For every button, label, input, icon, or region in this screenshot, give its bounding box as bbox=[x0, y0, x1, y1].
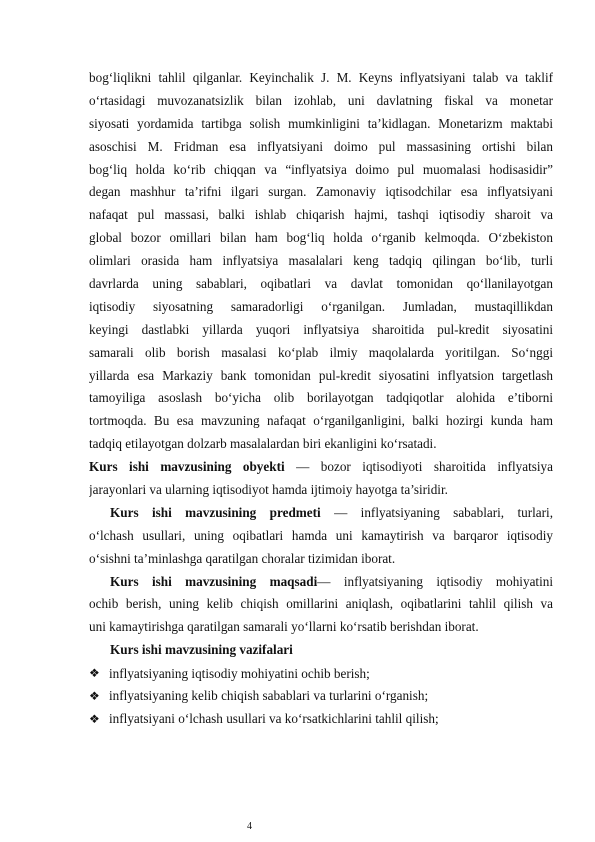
paragraph-line: tamoyiliga asoslash bo‘yicha olib borilayotgan tadqiqotlar alohida e’tiborni bbox=[89, 390, 553, 406]
maqsadi-line-1 bbox=[89, 571, 553, 594]
paragraph-line: global bozor omillari bilan ham bog‘liq holda o‘rganib kelmoqda. O‘zbekiston bbox=[89, 230, 553, 246]
maqsadi-text: — inflyatsiyaning iqtisodiy mohiyatini bbox=[317, 573, 553, 589]
obyekt-label: Kurs ishi mavzusining obyekti bbox=[89, 459, 285, 475]
predmeti-line-1 bbox=[89, 502, 553, 525]
maqsadi-line-3: uni kamaytirishga qaratilgan samarali yo‘llarni ko‘rsatib berishdan iborat. bbox=[89, 619, 479, 635]
predmeti-line-2: o‘lchash usullari, uning oqibatlari hamda uni kamaytirish va barqaror iqtisodiy bbox=[89, 527, 553, 543]
obyekt-text: — bozor iqtisodiyoti sharoitida inflyatsiya bbox=[284, 459, 553, 475]
maqsadi-line-2: ochib berish, uning kelib chiqish omillarini aniqlash, oqibatlarini tahlil qilish va bbox=[89, 596, 553, 612]
list-item bbox=[89, 708, 553, 731]
vazifalari-heading: Kurs ishi mavzusining vazifalari bbox=[110, 642, 293, 658]
diamond-bullet-icon: ❖ bbox=[89, 711, 100, 726]
list-item-text: inflyatsiyani o‘lchash usullari va ko‘rsatkichlarini tahlil qilish; bbox=[109, 711, 439, 727]
list-item-text: inflyatsiyaning iqtisodiy mohiyatini ochib berish; bbox=[109, 665, 370, 681]
list-item bbox=[89, 685, 553, 708]
paragraph-line: samarali olib borish masalasi ko‘plab ilmiy maqolalarda yoritilgan. So‘nggi bbox=[89, 344, 553, 360]
paragraph-intro-last-line: tadqiq etilayotgan dolzarb masalalardan biri ekanligini ko‘rsatadi. bbox=[89, 436, 437, 452]
paragraph-intro bbox=[89, 67, 553, 433]
vazifalari-list bbox=[89, 662, 553, 731]
diamond-bullet-icon: ❖ bbox=[89, 666, 100, 681]
paragraph-line: tortmoqda. Bu esa mavzuning nafaqat o‘rganilganligini, balki hozirgi kunda ham bbox=[89, 413, 553, 429]
paragraph-line: davrlarda uning sabablari, oqibatlari va davlat tomonidan qo‘llanilayotgan bbox=[89, 276, 553, 292]
obyekt-line-2: jarayonlari va ularning iqtisodiyot hamda ijtimoiy hayotga ta’siridir. bbox=[89, 482, 448, 498]
diamond-bullet-icon: ❖ bbox=[89, 688, 100, 703]
page-number: 4 bbox=[247, 821, 252, 832]
paragraph-line: siyosati yordamida tartibga solish mumkinligini ta’kidlagan. Monetarizm maktabi bbox=[89, 115, 553, 131]
paragraph-line: olimlari orasida ham inflyatsiya masalalari keng tadqiq qilingan bo‘lib, turli bbox=[89, 253, 553, 269]
list-item bbox=[89, 662, 553, 685]
list-item-text: inflyatsiyaning kelib chiqish sabablari va turlarini o‘rganish; bbox=[109, 688, 429, 704]
paragraph-line: o‘rtasidagi muvozanatsizlik bilan izohlab, uni davlatning fiskal va monetar bbox=[89, 92, 553, 108]
paragraph-line: asoschisi M. Fridman esa inflyatsiyani doimo pul massasining ortishi bilan bbox=[89, 138, 553, 154]
paragraph-line: yillarda esa Markaziy bank tomonidan pul-kredit siyosatini inflyatsion targetlash bbox=[89, 367, 553, 383]
predmeti-label: Kurs ishi mavzusining predmeti bbox=[110, 504, 321, 520]
paragraph-line: iqtisodiy siyosatning samaradorligi o‘rganilgan. Jumladan, mustaqillikdan bbox=[89, 298, 553, 314]
maqsadi-label: Kurs ishi mavzusining maqsadi bbox=[110, 573, 318, 589]
paragraph-line: nafaqat pul massasi, balki ishlab chiqarish hajmi, tashqi iqtisodiy sharoit va bbox=[89, 207, 553, 223]
paragraph-line: keyingi dastlabki yillarda yuqori inflyatsiya sharoitida pul-kredit siyosatini bbox=[89, 321, 553, 337]
paragraph-line: degan mashhur ta’rifni ilgari surgan. Zamonaviy iqtisodchilar esa inflyatsiyani bbox=[89, 184, 553, 200]
predmeti-text: — inflyatsiyaning sabablari, turlari, bbox=[320, 504, 553, 520]
document-page bbox=[89, 67, 553, 731]
paragraph-line: bog‘liq holda ko‘rib chiqqan va “inflyatsiya doimo pul muomalasi hodisasidir” bbox=[89, 161, 553, 177]
paragraph-line: bog‘liqlikni tahlil qilganlar. Keyinchalik J. M. Keyns inflyatsiyani talab va taklif bbox=[89, 70, 553, 85]
obyekt-line-1 bbox=[89, 456, 553, 479]
predmeti-line-3: o‘sishni ta’minlashga qaratilgan choralar tizimidan iborat. bbox=[89, 550, 396, 566]
